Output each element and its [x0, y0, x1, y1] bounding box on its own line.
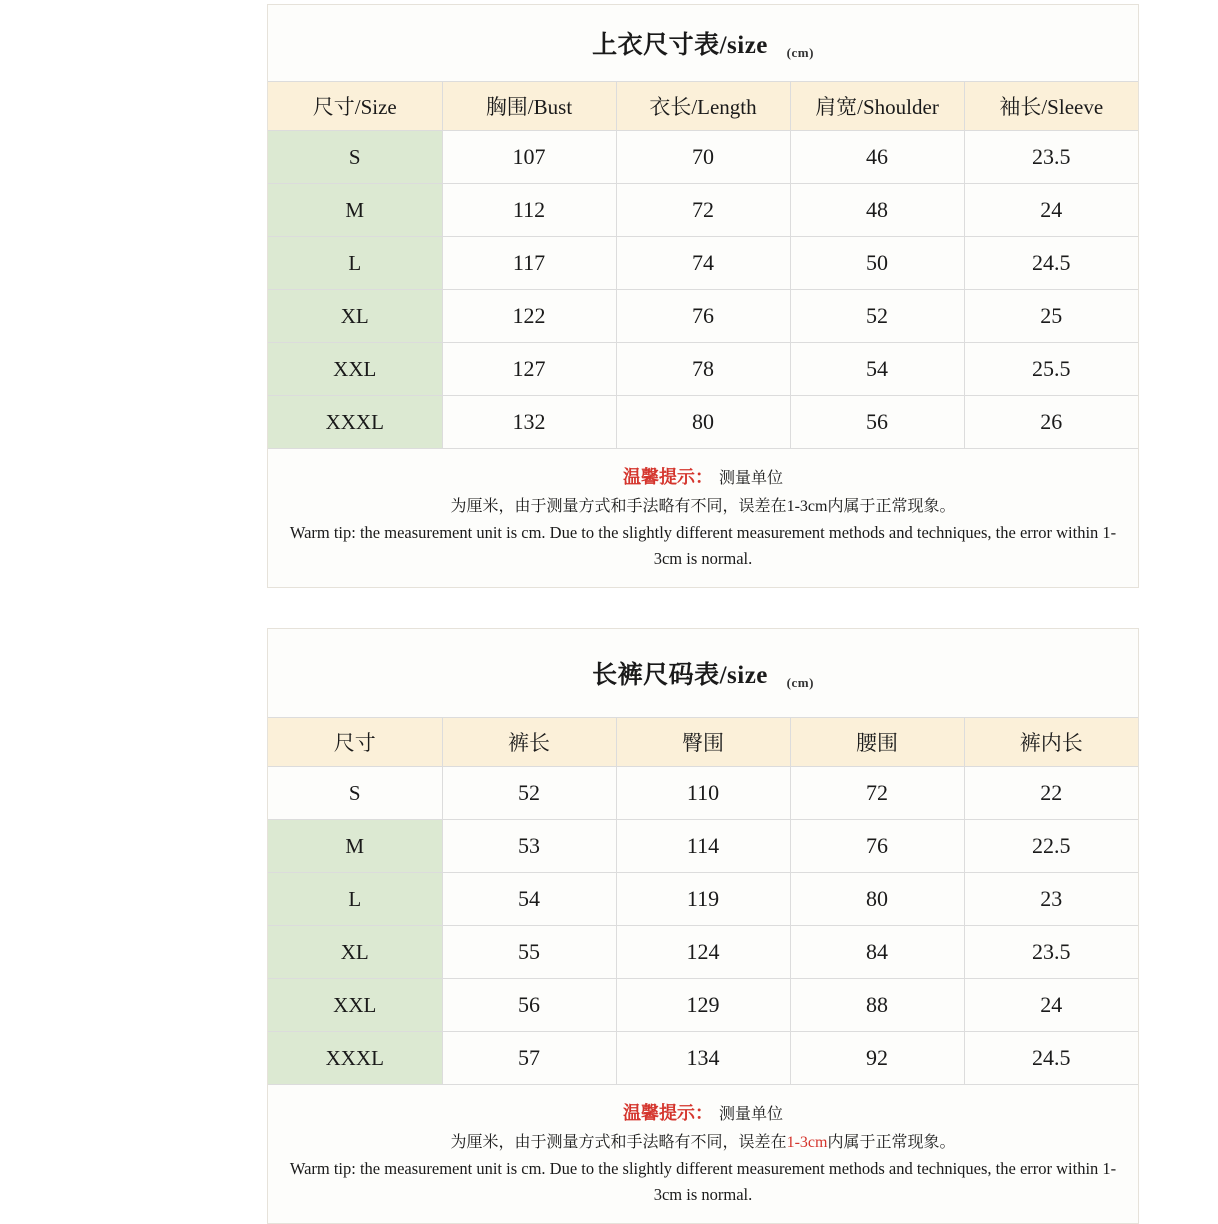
table-row [268, 131, 1138, 184]
table-cell-waist: 72 [790, 767, 964, 820]
table-row [268, 343, 1138, 396]
bottom-col-header-waist: 腰围 [790, 718, 964, 767]
table-cell-size: XL [268, 926, 442, 979]
bottom-tip-line-cn [288, 1129, 1118, 1152]
table-row [268, 873, 1138, 926]
table-cell-length: 80 [616, 396, 790, 449]
table-cell-inseam: 22.5 [964, 820, 1138, 873]
table-cell-sleeve: 24.5 [964, 237, 1138, 290]
table-cell-size: XXXL [268, 396, 442, 449]
table-cell-size: S [268, 131, 442, 184]
table-cell-pant-length: 54 [442, 873, 616, 926]
top-card-title-cn: 上衣尺寸表 [592, 32, 720, 59]
table-cell-waist: 80 [790, 873, 964, 926]
bottom-size-table [268, 717, 1138, 1085]
top-tip-line2-hl: 1-3cm [786, 498, 828, 515]
table-cell-inseam: 24 [964, 979, 1138, 1032]
bottom-tip-line2-a: 为厘米，由于测量方式和手法略有不同，误差在 [450, 1134, 787, 1151]
table-cell-shoulder: 48 [790, 184, 964, 237]
table-cell-hip: 114 [616, 820, 790, 873]
bottom-tip-line2-hl: 1-3cm [786, 1134, 828, 1151]
table-row [268, 926, 1138, 979]
top-card-title-en: size [727, 32, 768, 59]
top-size-table [268, 81, 1138, 449]
bottom-col-header-inseam: 裤内长 [964, 718, 1138, 767]
table-cell-length: 74 [616, 237, 790, 290]
table-cell-hip: 129 [616, 979, 790, 1032]
table-cell-inseam: 22 [964, 767, 1138, 820]
top-card-title-bar [268, 5, 1138, 81]
top-card-unit: (cm) [786, 45, 814, 60]
table-cell-size: S [268, 767, 442, 820]
table-cell-length: 70 [616, 131, 790, 184]
top-size-chart-card [267, 4, 1139, 588]
table-cell-waist: 84 [790, 926, 964, 979]
bottom-card-unit: (cm) [786, 675, 814, 690]
table-cell-shoulder: 52 [790, 290, 964, 343]
table-cell-inseam: 23 [964, 873, 1138, 926]
bottom-col-header-size: 尺寸 [268, 718, 442, 767]
table-cell-size: XL [268, 290, 442, 343]
table-cell-shoulder: 46 [790, 131, 964, 184]
table-row [268, 396, 1138, 449]
table-cell-hip: 124 [616, 926, 790, 979]
top-tip-heading [288, 463, 1118, 489]
table-cell-length: 72 [616, 184, 790, 237]
table-cell-size: XXL [268, 343, 442, 396]
table-cell-bust: 132 [442, 396, 616, 449]
table-row [268, 237, 1138, 290]
table-cell-shoulder: 50 [790, 237, 964, 290]
table-cell-pant-length: 53 [442, 820, 616, 873]
table-cell-bust: 107 [442, 131, 616, 184]
table-cell-bust: 117 [442, 237, 616, 290]
bottom-table-head [268, 718, 1138, 767]
table-cell-shoulder: 54 [790, 343, 964, 396]
bottom-table-body [268, 767, 1138, 1085]
table-cell-pant-length: 56 [442, 979, 616, 1032]
table-row [268, 820, 1138, 873]
top-tip-label: 温馨提示： [622, 467, 713, 487]
top-table-header-row [268, 82, 1138, 131]
table-row [268, 290, 1138, 343]
table-cell-size: M [268, 820, 442, 873]
top-card-title-sep: / [719, 32, 728, 59]
top-col-header-sleeve: 袖长/Sleeve [964, 82, 1138, 131]
bottom-tip-line-en: Warm tip: the measurement unit is cm. Due to the slightly different measurement methods and techniques, the error within 1-3cm is normal. [289, 1159, 1117, 1204]
bottom-tip-label-sub: 测量单位 [718, 1106, 783, 1123]
top-col-header-length: 衣长/Length [616, 82, 790, 131]
top-card-title [592, 25, 814, 61]
table-cell-sleeve: 25.5 [964, 343, 1138, 396]
table-cell-pant-length: 52 [442, 767, 616, 820]
bottom-card-title [592, 655, 814, 691]
top-col-header-size: 尺寸/Size [268, 82, 442, 131]
bottom-col-header-hip: 臀围 [616, 718, 790, 767]
top-col-header-shoulder: 肩宽/Shoulder [790, 82, 964, 131]
table-cell-hip: 110 [616, 767, 790, 820]
top-col-header-bust: 胸围/Bust [442, 82, 616, 131]
bottom-col-header-pant-length: 裤长 [442, 718, 616, 767]
bottom-tip-heading [288, 1099, 1118, 1125]
top-tip-label-sub: 测量单位 [718, 470, 783, 487]
table-cell-size: L [268, 873, 442, 926]
table-cell-inseam: 24.5 [964, 1032, 1138, 1085]
table-cell-waist: 92 [790, 1032, 964, 1085]
table-cell-hip: 134 [616, 1032, 790, 1085]
table-cell-inseam: 23.5 [964, 926, 1138, 979]
bottom-card-title-sep: / [719, 662, 728, 689]
table-row [268, 767, 1138, 820]
table-cell-bust: 122 [442, 290, 616, 343]
table-cell-bust: 127 [442, 343, 616, 396]
bottom-warm-tip [268, 1085, 1138, 1223]
bottom-card-title-cn: 长裤尺码表 [592, 662, 720, 689]
bottom-table-header-row [268, 718, 1138, 767]
top-table-head [268, 82, 1138, 131]
table-cell-waist: 76 [790, 820, 964, 873]
table-cell-sleeve: 26 [964, 396, 1138, 449]
table-cell-pant-length: 55 [442, 926, 616, 979]
top-table-body [268, 131, 1138, 449]
top-tip-line-cn [288, 493, 1118, 516]
table-cell-hip: 119 [616, 873, 790, 926]
table-cell-size: M [268, 184, 442, 237]
table-cell-length: 78 [616, 343, 790, 396]
table-cell-sleeve: 24 [964, 184, 1138, 237]
table-cell-size: L [268, 237, 442, 290]
bottom-card-title-en: size [727, 662, 768, 689]
top-tip-line-en: Warm tip: the measurement unit is cm. Due to the slightly different measurement methods and techniques, the error within 1-3cm is normal. [289, 523, 1117, 568]
bottom-card-title-bar [268, 629, 1138, 717]
top-warm-tip [268, 449, 1138, 587]
top-tip-line2-b: 内属于正常现象。 [827, 498, 956, 515]
table-cell-sleeve: 23.5 [964, 131, 1138, 184]
table-cell-pant-length: 57 [442, 1032, 616, 1085]
table-cell-sleeve: 25 [964, 290, 1138, 343]
bottom-size-chart-card [267, 628, 1139, 1224]
table-row [268, 979, 1138, 1032]
table-cell-size: XXL [268, 979, 442, 1032]
table-cell-size: XXXL [268, 1032, 442, 1085]
bottom-tip-line2-b: 内属于正常现象。 [827, 1134, 956, 1151]
table-cell-bust: 112 [442, 184, 616, 237]
table-cell-waist: 88 [790, 979, 964, 1032]
table-row [268, 184, 1138, 237]
top-tip-line2-a: 为厘米，由于测量方式和手法略有不同，误差在 [450, 498, 787, 515]
table-cell-length: 76 [616, 290, 790, 343]
bottom-tip-label: 温馨提示： [622, 1103, 713, 1123]
table-row [268, 1032, 1138, 1085]
table-cell-shoulder: 56 [790, 396, 964, 449]
